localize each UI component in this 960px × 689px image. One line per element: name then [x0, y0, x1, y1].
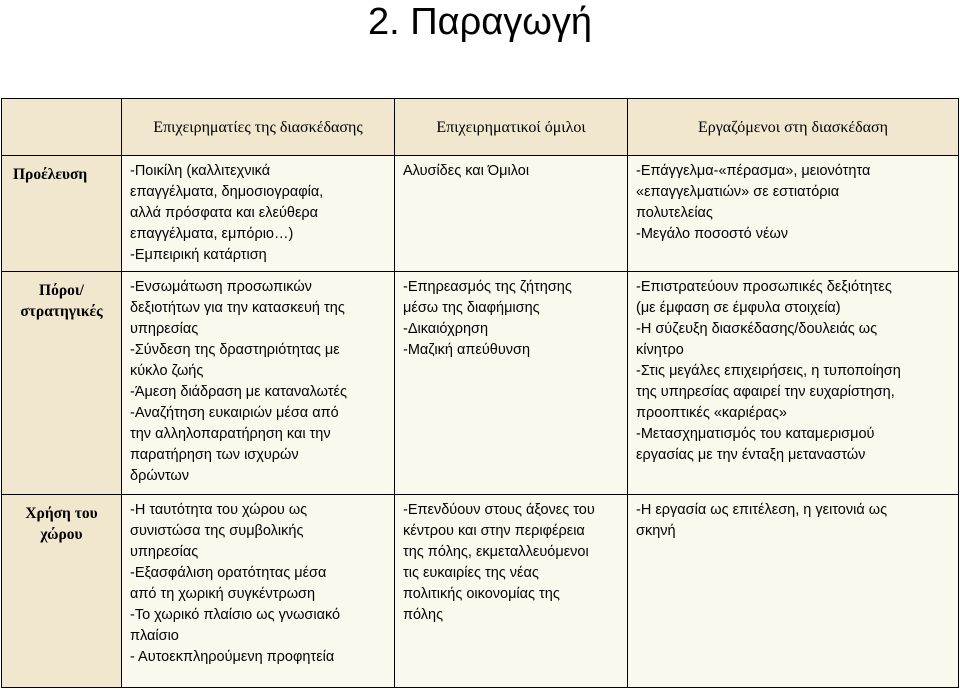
cell-line: παρατήρηση των ισχυρών — [130, 447, 299, 463]
cell-line: αλλά πρόσφατα και ελεύθερα — [130, 205, 319, 221]
header-corner — [2, 99, 122, 156]
table-cell — [122, 156, 395, 272]
cell-line: -Σύνδεση της δραστηριότητας με — [130, 342, 340, 358]
table-row — [2, 495, 959, 688]
cell-line: «επαγγελματιών» σε εστιατόρια — [636, 184, 840, 200]
cell-line: της υπηρεσίας αφαιρεί την ευχαρίστηση, — [636, 384, 895, 400]
cell-line: -Επηρεασμός της ζήτησης — [403, 279, 572, 295]
table-cell — [628, 272, 959, 495]
cell-line: υπηρεσίας — [130, 321, 199, 337]
cell-line: -Η ταυτότητα του χώρου ως — [130, 502, 308, 518]
cell-line: τις ευκαιρίες της νέας — [403, 565, 539, 581]
cell-line: Αλυσίδες και Όμιλοι — [403, 163, 530, 179]
cell-line: -Η σύζευξη διασκέδασης/δουλειάς ως — [636, 321, 878, 337]
cell-line: - Αυτοεκπληρούμενη προφητεία — [130, 649, 335, 665]
table-cell — [628, 156, 959, 272]
cell-line: δεξιοτήτων για την κατασκευή της — [130, 300, 345, 316]
cell-line: την αλληλοπαρατήρηση και την — [130, 426, 331, 442]
cell-line: υπηρεσίας — [130, 544, 199, 560]
cell-line: -Η εργασία ως επιτέλεση, η γειτονιά ως — [636, 502, 888, 518]
table-cell — [395, 272, 628, 495]
cell-line: μέσω της διαφήμισης — [403, 300, 540, 316]
table-cell — [395, 495, 628, 688]
cell-line: κέντρου και στην περιφέρεια — [403, 523, 585, 539]
cell-line: -Εξασφάλιση ορατότητας μέσα — [130, 565, 327, 581]
cell-line: -Αναζήτηση ευκαιριών μέσα από — [130, 405, 339, 421]
cell-line: κύκλο ζωής — [130, 363, 204, 379]
table-cell — [628, 495, 959, 688]
cell-line: πόλης — [403, 607, 444, 623]
cell-line: -Δικαιόχρηση — [403, 321, 489, 337]
table-row — [2, 156, 959, 272]
cell-line: -Ενσωμάτωση προσωπικών — [130, 279, 312, 295]
header-workers: Εργαζόμενοι στη διασκέδαση — [628, 99, 959, 156]
cell-line: -Στις μεγάλες επιχειρήσεις, η τυποποίηση — [636, 363, 901, 379]
cell-line: -Το χωρικό πλαίσιο ως γνωσιακό — [130, 607, 341, 623]
cell-line: -Μαζική απεύθυνση — [403, 342, 531, 358]
cell-line: προοπτικές «καριέρας» — [636, 405, 787, 421]
table-row — [2, 272, 959, 495]
row-label-origin: Προέλευση — [2, 156, 122, 272]
cell-line: -Άμεση διάδραση με καταναλωτές — [130, 384, 347, 400]
cell-line: δρώντων — [130, 468, 189, 484]
cell-line: από τη χωρική συγκέντρωση — [130, 586, 316, 602]
table-header-row — [2, 99, 959, 156]
cell-line: -Επιστρατεύουν προσωπικές δεξιότητες — [636, 279, 892, 295]
cell-line: επαγγέλματα, δημοσιογραφία, — [130, 184, 324, 200]
cell-line: -Μεγάλο ποσοστό νέων — [636, 226, 789, 242]
table-cell — [122, 495, 395, 688]
cell-line: -Εμπειρική κατάρτιση — [130, 247, 267, 263]
cell-line: σκηνή — [636, 523, 676, 539]
header-business-groups: Επιχειρηματικοί όμιλοι — [395, 99, 628, 156]
cell-line: -Μετασχηματισμός του καταμερισμού — [636, 426, 875, 442]
cell-line: -Επενδύουν στους άξονες του — [403, 502, 595, 518]
cell-line: κίνητρο — [636, 342, 684, 358]
cell-line: πλαίσιο — [130, 628, 179, 644]
slide-title: 2. Παραγωγή — [367, 1, 593, 43]
production-table — [1, 98, 959, 688]
cell-line: της πόλης, εκμεταλλευόμενοι — [403, 544, 589, 560]
table-cell — [395, 156, 628, 272]
cell-line: πολυτελείας — [636, 205, 713, 221]
row-label-resources: Πόροι/ στρατηγικές — [2, 272, 122, 495]
cell-line: πολιτικής οικονομίας της — [403, 586, 560, 602]
table-cell — [122, 272, 395, 495]
row-label-space-use: Χρήση του χώρου — [2, 495, 122, 688]
cell-line: -Επάγγελμα-«πέρασμα», μειονότητα — [636, 163, 871, 179]
cell-line: συνιστώσα της συμβολικής — [130, 523, 304, 539]
cell-line: -Ποικίλη (καλλιτεχνικά — [130, 163, 271, 179]
cell-line: εργασίας με την ένταξη μεταναστών — [636, 447, 866, 463]
header-entrepreneurs: Επιχειρηματίες της διασκέδασης — [122, 99, 395, 156]
cell-line: (με έμφαση σε έμφυλα στοιχεία) — [636, 300, 841, 316]
cell-line: επαγγέλματα, εμπόριο…) — [130, 226, 294, 242]
